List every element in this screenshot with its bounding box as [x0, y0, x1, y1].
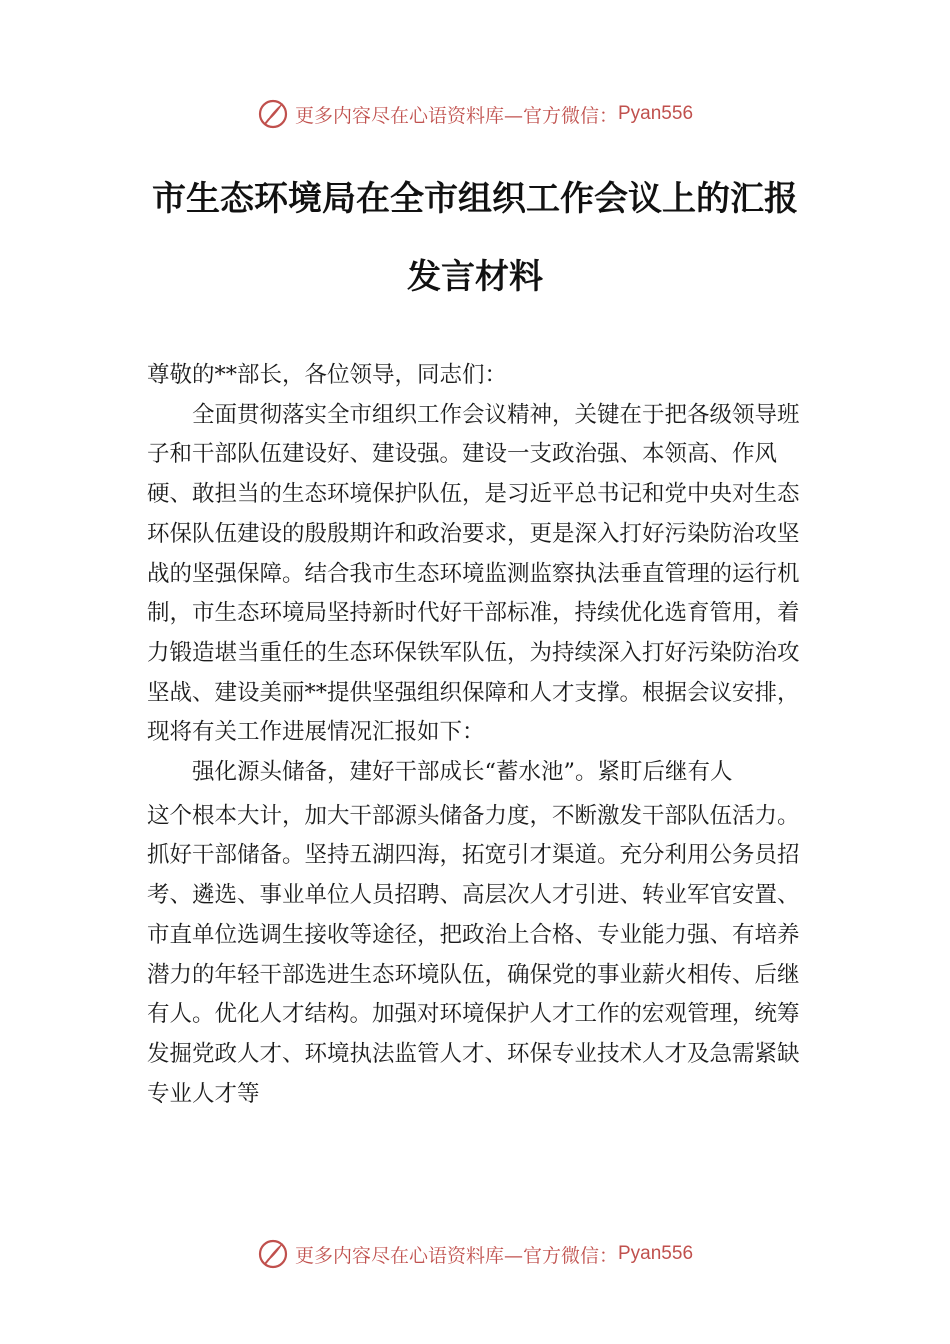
banner-text: 更多内容尽在心语资料库—官方微信：	[294, 1244, 618, 1267]
feather-pen-logo-icon	[257, 98, 289, 130]
banner-wechat-id: Pyan556	[618, 1243, 694, 1264]
paragraph-3: 这个根本大计，加大干部源头储备力度，不断激发干部队伍活力。抓好干部储备。坚持五湖四海，拓宽引才渠道。充分利用公务员招考、遴选、事业单位人员招聘、高层次人才引进、转业军官安置、市直单位选调生接收等途径，把政治上合格、专业能力强、有培养潜力的年轻干部选进生态环境队伍，确保党的事业薪火相传、后继有人。优化人才结构。加强对环境保护人才工作的宏观管理，统筹发掘党政人才、环境执法监管人才、环保专业技术人才及急需紧缺专业人才等	[147, 802, 800, 1107]
paragraph-1: 全面贯彻落实全市组织工作会议精神，关键在于把各级领导班子和干部队伍建设好、建设强。建设一支政治强、本领高、作风硬、敢担当的生态环境保护队伍，是习近平总书记和党中央对生态环保队伍建设的殷殷期许和政治要求，更是深入打好污染防治攻坚战的坚强保障。结合我市生态环境监测监察执法垂直管理的运行机制，市生态环境局坚持新时代好干部标准，持续优化选育管用，着力锻造堪当重任的生态环保铁军队伍，为持续深入打好污染防治攻坚战、建设美丽**提供坚强组织保障和人才支撑。根据会议安排，现将有关工作进展情况汇报如下：	[147, 401, 800, 746]
banner-text: 更多内容尽在心语资料库—官方微信：	[294, 104, 618, 127]
document-body	[147, 356, 807, 1114]
banner-wechat-id: Pyan556	[618, 103, 694, 124]
paragraph-2: 强化源头储备，建好干部成长“蓄水池”。紧盯后继有人	[192, 759, 733, 786]
salutation: 尊敬的**部长，各位领导，同志们：	[147, 362, 508, 388]
document-title: 市生态环境局在全市组织工作会议上的汇报发言材料	[152, 179, 798, 297]
feather-pen-logo-icon	[257, 1238, 289, 1270]
header-banner	[0, 96, 950, 132]
footer-banner	[0, 1236, 950, 1272]
